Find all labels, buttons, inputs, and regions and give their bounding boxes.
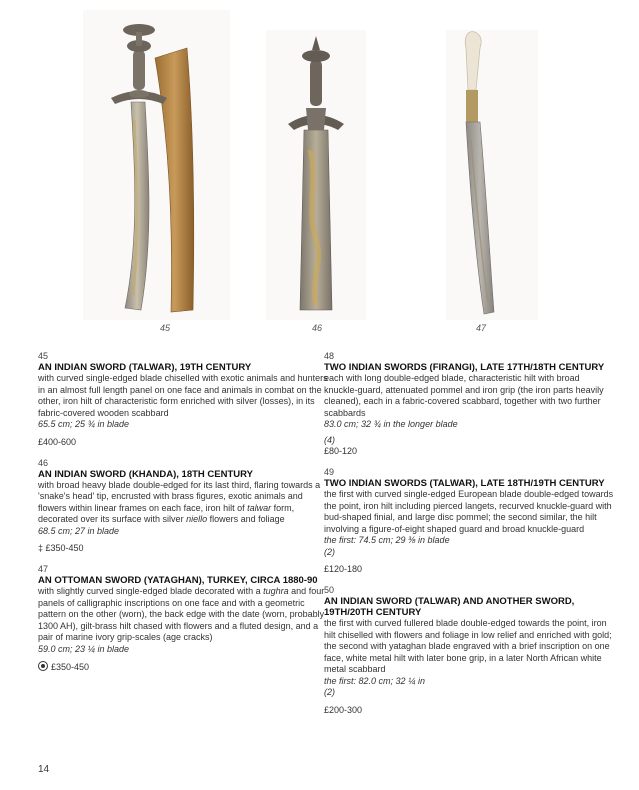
lot-description: with broad heavy blade double-edged for its last third, flaring towards a 'snake's head' tip, encrusted with brass figures, exotic animals and flowers within linear frames on each face, iron hilt of talwar form, decorated over its surface with silver niello flowers and foliage	[38, 479, 321, 524]
lot-number: 48	[324, 351, 335, 361]
lot-description: with slightly curved single-edged blade decorated with a tughra and four panels of calligraphic inscriptions on one face and with a geometric pattern on the other (worn), the back edge with the date (worn, probably 1300 AH), gilt-brass hilt chased with flowers and a fluted design, and a pair of marine ivory grip-scales (age cracks)	[38, 586, 325, 642]
lot-dimensions: 65.5 cm; 25 ¾ in blade	[38, 419, 130, 429]
lot-number: 45	[38, 351, 49, 361]
left-column	[38, 351, 328, 683]
lot-estimate: ‡ £350-450	[38, 543, 84, 553]
lot-title: AN INDIAN SWORD (TALWAR), 19TH CENTURY	[38, 362, 252, 373]
lot-46	[38, 458, 328, 555]
lot-dimensions: 59.0 cm; 23 ¼ in blade	[38, 643, 130, 654]
talwar-illustration	[83, 10, 230, 320]
right-column	[324, 351, 614, 726]
yataghan-illustration	[446, 30, 538, 320]
lot-estimate: £350-450	[51, 662, 90, 672]
lot-quantity: (2)	[324, 687, 335, 697]
lot-title: AN INDIAN SWORD (TALWAR) AND ANOTHER SWORD, 19TH/20TH CENTURY	[324, 596, 575, 618]
lot-45	[38, 351, 328, 448]
lot-dimensions: the first: 74.5 cm; 29 ⅜ in blade	[324, 535, 450, 545]
lot-estimate: £80-120	[324, 446, 358, 456]
lot-number: 50	[324, 585, 335, 595]
lot-estimate: £120-180	[324, 564, 363, 574]
lot-number: 49	[324, 467, 335, 477]
lot-dimensions: 68.5 cm; 27 in blade	[38, 525, 120, 536]
lot-estimate: £400-600	[38, 436, 77, 447]
page-number: 14	[38, 764, 50, 775]
lot-description: each with long double-edged blade, characteristic hilt with broad knuckle-guard, attenuated pommel and iron grip (the iron parts heavily cleaned), each in a fabric-covered scabbard, together with two further scabbards	[324, 373, 604, 418]
lot-48	[324, 351, 614, 457]
figure-label-46: 46	[312, 323, 323, 333]
lot-49	[324, 467, 614, 575]
lot-estimate: £200-300	[324, 704, 363, 715]
lot-description: the first with curved fullered blade double-edged towards the point, iron hilt chiselled with flowers and foliage in low relief and enriched with gold; the second with yataghan blade engraved with a brief inscription on one face, white metal hilt with later bone grip, in a later North African white metal scabbard	[324, 618, 612, 674]
lot-title: AN OTTOMAN SWORD (YATAGHAN), TURKEY, CIRCA 1880-90	[38, 575, 318, 586]
lot-quantity: (4)	[324, 434, 335, 445]
lot-number: 47	[38, 564, 49, 574]
lot-title: TWO INDIAN SWORDS (TALWAR), LATE 18TH/19TH CENTURY	[324, 478, 605, 489]
lot-title: AN INDIAN SWORD (KHANDA), 18TH CENTURY	[38, 468, 253, 480]
lot-47	[38, 564, 328, 673]
photo-lot-47	[446, 30, 538, 320]
circle-dot-icon	[38, 661, 48, 671]
lot-description: with curved single-edged blade chiselled with exotic animals and hunters in an almost full length panel on one face and animals in combat on the other, iron hilt of characteristic form enriched with silver (losses), in its fabric-covered wooden scabbard	[38, 373, 328, 418]
lot-50	[324, 585, 614, 716]
photo-lot-46	[266, 30, 366, 320]
lot-dimensions: 83.0 cm; 32 ¾ in the longer blade	[324, 419, 458, 429]
photo-lot-45	[83, 10, 230, 320]
khanda-illustration	[266, 30, 366, 320]
lot-dimensions: the first: 82.0 cm; 32 ¼ in	[324, 675, 426, 686]
lot-number: 46	[38, 457, 49, 468]
lot-estimate-row	[38, 661, 328, 673]
figure-label-45: 45	[160, 323, 171, 333]
lot-title: TWO INDIAN SWORDS (FIRANGI), LATE 17TH/18TH CENTURY	[324, 362, 605, 373]
lot-quantity: (2)	[324, 546, 335, 557]
lot-description: the first with curved single-edged European blade double-edged towards the point, iron hilt including pierced langets, recurved knuckle-guard with bud-shaped finial, and large disc pommel; the second similar, the hilt involving a figure-of-eight shaped guard and broad knuckle-guard	[324, 489, 614, 534]
figure-label-47: 47	[476, 323, 487, 333]
